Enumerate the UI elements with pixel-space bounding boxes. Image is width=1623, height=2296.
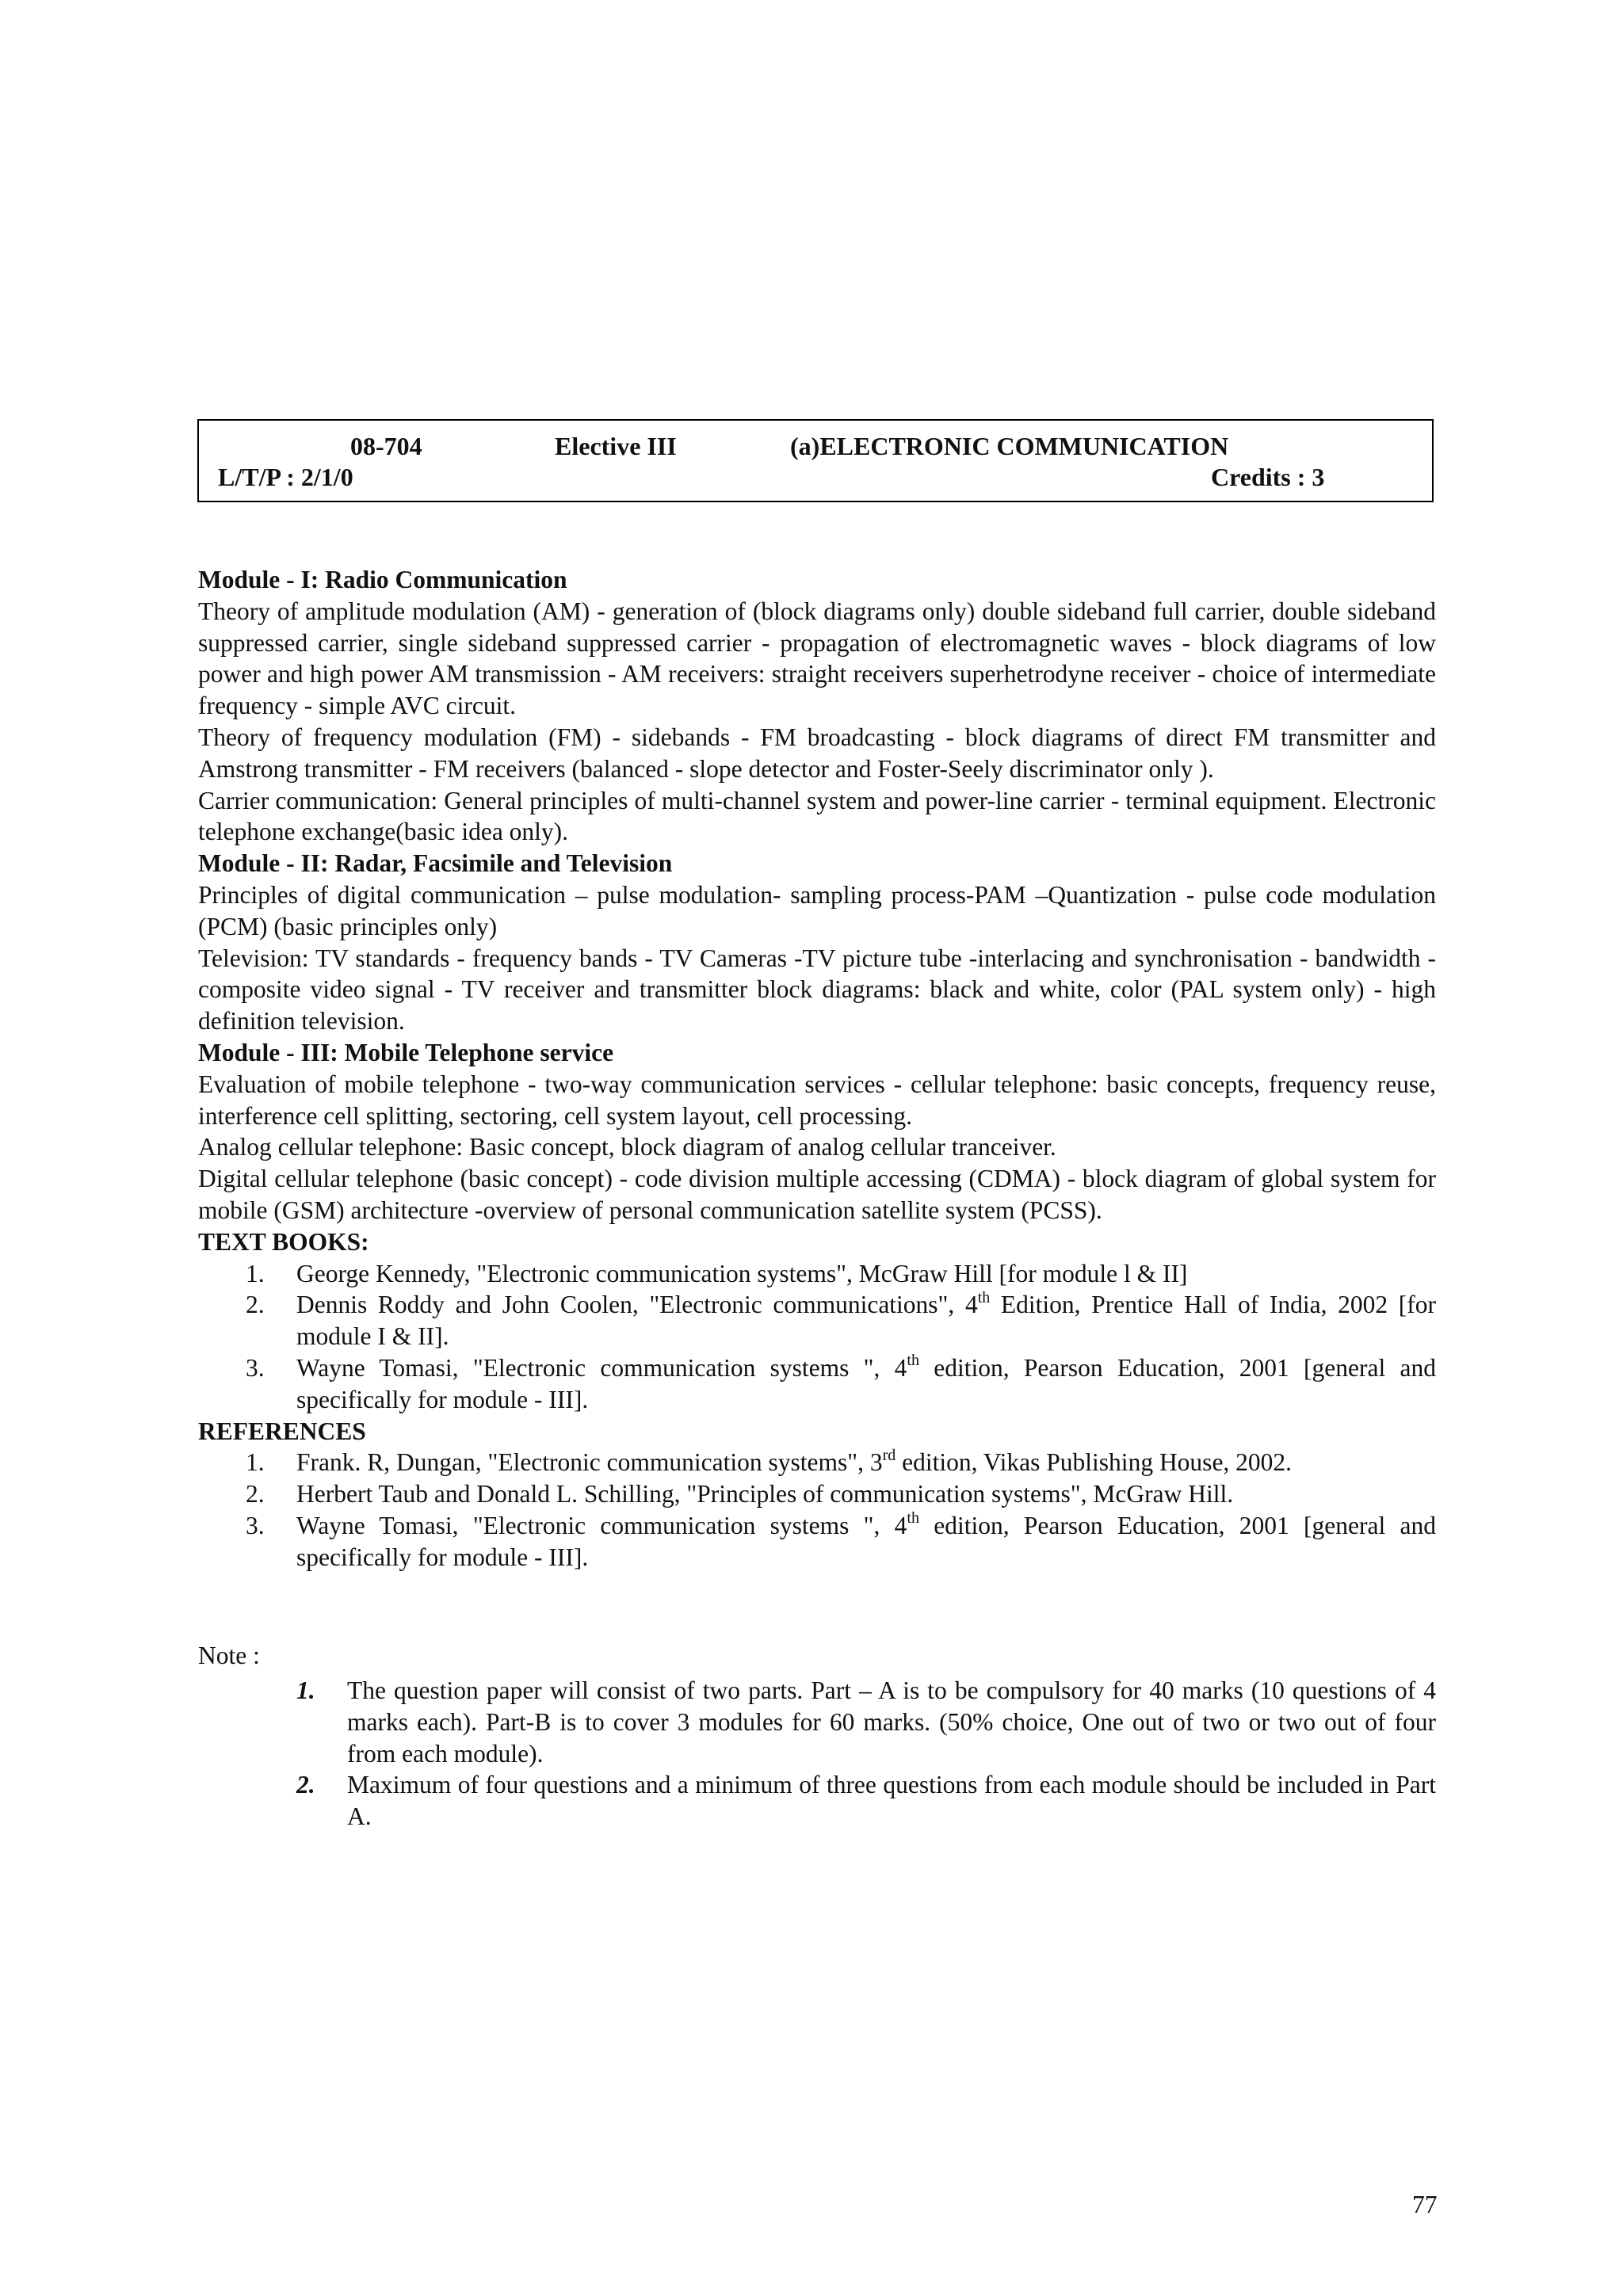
ordinal-suffix: rd <box>882 1446 896 1464</box>
note-label: Note : <box>198 1642 260 1669</box>
module-3-heading: Module - III: Mobile Telephone service <box>198 1038 614 1066</box>
module-2-paragraph: Principles of digital communication – pulse modulation- sampling process-PAM –Quantization - pulse code modulation (PCM) (basic principles only) <box>198 880 1436 940</box>
module-2-paragraph: Television: TV standards - frequency bands - TV Cameras -TV picture tube -interlacing and synchronisation - bandwidth - composite video signal - TV receiver and transmitter block diagrams: black and white, color (PAL system only) - high definition television. <box>198 944 1436 1035</box>
list-item-number: 2. <box>246 1291 265 1319</box>
module-1-paragraph: Theory of amplitude modulation (AM) - generation of (block diagrams only) double sideband full carrier, double sideband suppressed carrier, single sideband suppressed carrier - propagation of electromagnetic waves - block diagrams of low power and high power AM transmission - AM receivers: straight receivers superhetrodyne receiver - choice of intermediate frequency - simple AVC circuit. <box>198 597 1436 720</box>
list-item <box>198 1289 1436 1352</box>
module-3-paragraph: Evaluation of mobile telephone - two-way communication services - cellular telephone: basic concepts, frequency reuse, interference cell splitting, sectoring, cell system layout, cell processing. <box>198 1070 1436 1130</box>
ordinal-suffix: th <box>907 1352 919 1370</box>
module-2-heading: Module - II: Radar, Facsimile and Television <box>198 849 673 878</box>
module-1-paragraph: Carrier communication: General principles of multi-channel system and power-line carrier - terminal equipment. Electronic telephone exchange(basic idea only). <box>198 786 1436 846</box>
list-item-text: edition, Vikas Publishing House, 2002. <box>896 1448 1293 1477</box>
list-item <box>198 1352 1436 1416</box>
course-credits: Credits : 3 <box>1211 463 1325 491</box>
list-item-text: Dennis Roddy and John Coolen, "Electronic communications", 4 <box>296 1291 978 1319</box>
list-item-text: Frank. R, Dungan, "Electronic communication systems", 3 <box>296 1448 883 1477</box>
page-number: 77 <box>1412 2191 1438 2218</box>
module-3-paragraph: Analog cellular telephone: Basic concept, block diagram of analog cellular tranceiver. <box>198 1133 1056 1161</box>
course-ltp: L/T/P : 2/1/0 <box>218 463 353 491</box>
list-item <box>198 1258 1436 1290</box>
syllabus-content <box>198 564 1436 1573</box>
list-item-number: 2. <box>246 1480 265 1508</box>
references-list <box>198 1447 1436 1573</box>
note-item <box>198 1769 1436 1833</box>
list-item-text: Wayne Tomasi, "Electronic communication systems ", 4 <box>296 1511 907 1539</box>
module-1-heading: Module - I: Radio Communication <box>198 566 567 593</box>
list-item <box>198 1510 1436 1573</box>
references-heading: REFERENCES <box>198 1417 366 1445</box>
list-item <box>198 1447 1436 1478</box>
course-code: 08-704 <box>350 432 422 460</box>
note-number: 1. <box>296 1676 315 1704</box>
list-item-text: edition, Pearson Education, 2001 [general and specifically for module - III]. <box>296 1353 1436 1413</box>
list-item-number: 3. <box>246 1511 265 1539</box>
notes-list <box>198 1675 1436 1833</box>
list-item-text: Wayne Tomasi, "Electronic communication systems ", 4 <box>296 1353 907 1382</box>
ordinal-suffix: th <box>977 1288 991 1306</box>
list-item-text: edition, Pearson Education, 2001 [general and specifically for module - III]. <box>296 1511 1436 1571</box>
course-elective: Elective III <box>555 432 677 460</box>
note-number: 2. <box>296 1771 315 1799</box>
list-item <box>198 1478 1436 1510</box>
module-1-paragraph: Theory of frequency modulation (FM) - sidebands - FM broadcasting - block diagrams of direct FM transmitter and Amstrong transmitter - FM receivers (balanced - slope detector and Foster-Seely discriminator only ). <box>198 723 1436 783</box>
list-item-number: 1. <box>246 1448 265 1477</box>
course-header-box <box>197 419 1434 502</box>
list-item-number: 3. <box>246 1353 265 1382</box>
list-item-number: 1. <box>246 1259 265 1287</box>
note-text: Maximum of four questions and a minimum of three questions from each module should be included in Part A. <box>347 1771 1436 1831</box>
module-3-paragraph: Digital cellular telephone (basic concept) - code division multiple accessing (CDMA) - block diagram of global system for mobile (GSM) architecture -overview of personal communication satellite system (PCSS). <box>198 1165 1436 1224</box>
note-item <box>198 1675 1436 1769</box>
note-text: The question paper will consist of two parts. Part – A is to be compulsory for 40 marks (10 questions of 4 marks each). Part-B is to cover 3 modules for 60 marks. (50% choice, One out of two or two out of four from each module). <box>347 1676 1436 1768</box>
ordinal-suffix: th <box>907 1509 919 1527</box>
course-title: (a)ELECTRONIC COMMUNICATION <box>790 432 1229 460</box>
textbooks-heading: TEXT BOOKS: <box>198 1227 369 1256</box>
list-item-text: Herbert Taub and Donald L. Schilling, "Principles of communication systems", McGraw Hill. <box>296 1480 1234 1508</box>
textbooks-list <box>198 1258 1436 1416</box>
list-item-text: George Kennedy, "Electronic communication systems", McGraw Hill [for module l & II] <box>296 1259 1188 1287</box>
list-item-text: Edition, Prentice Hall of India, 2002 [for module I & II]. <box>296 1291 1436 1351</box>
